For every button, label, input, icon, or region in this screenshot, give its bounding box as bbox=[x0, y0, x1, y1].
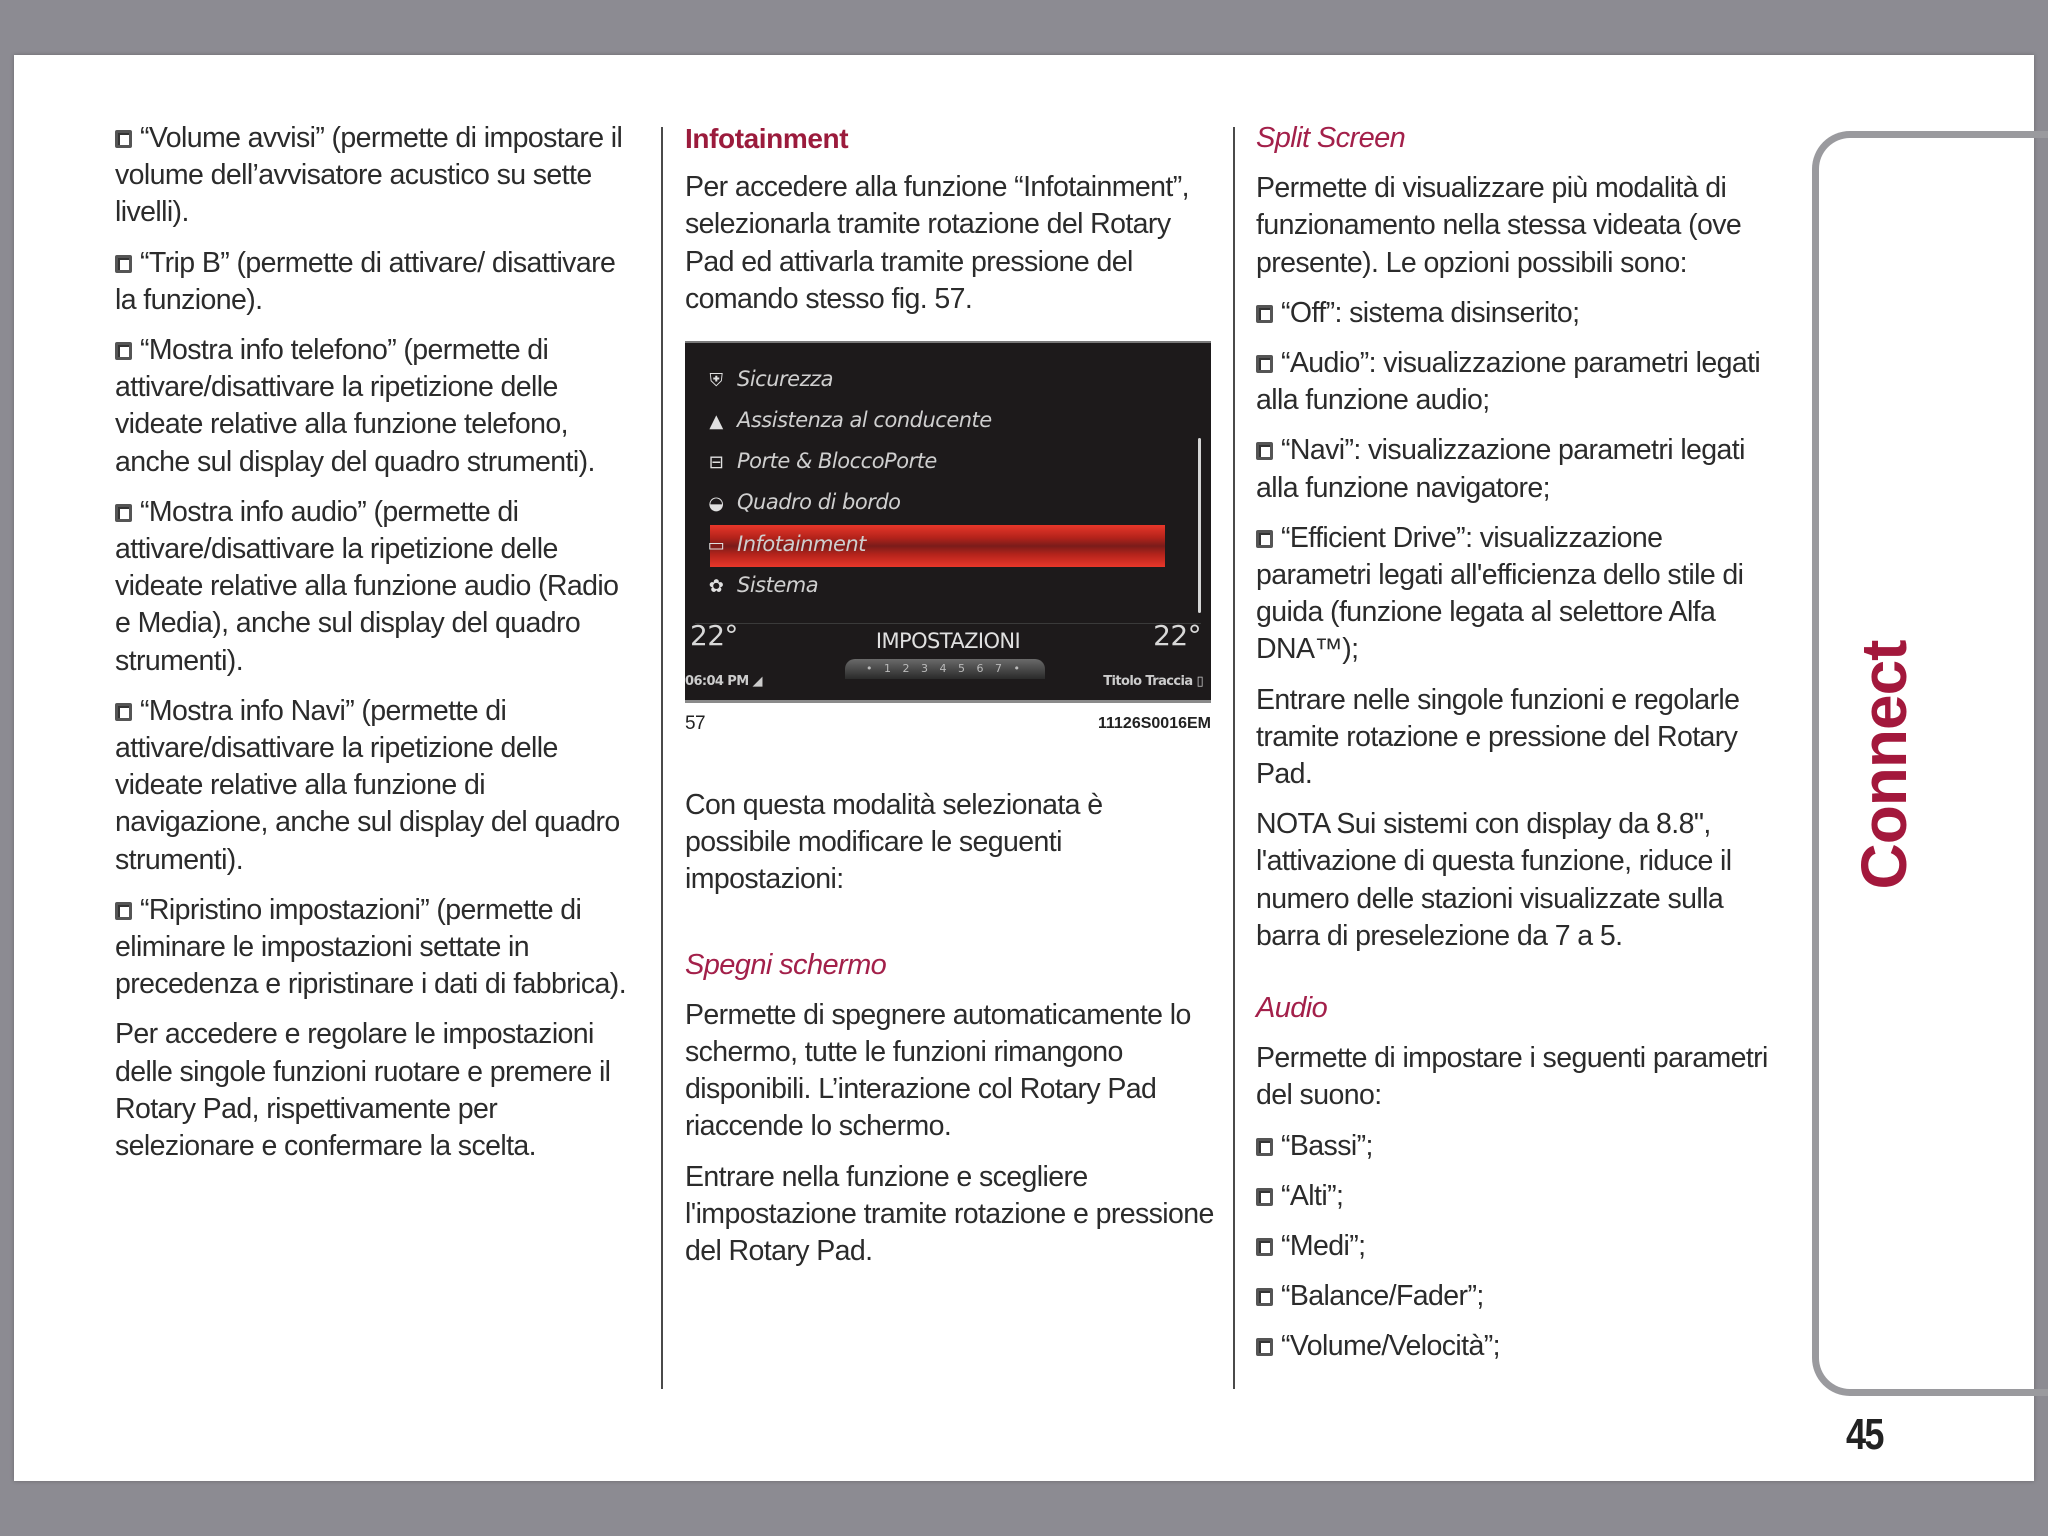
list-item: “Volume/Velocità”; bbox=[1256, 1328, 1781, 1365]
list-item: “Ripristino impostazioni” (permette di eliminare le impostazioni settate in precedenza e ripristinare i dati di fabbrica). bbox=[115, 893, 627, 1001]
menu-item-sicurezza: ⛨ Sicurezza bbox=[703, 361, 833, 399]
paragraph: Permette di impostare i seguenti parametri del suono: bbox=[1256, 1042, 1768, 1112]
checkbox-bullet-icon bbox=[1256, 355, 1273, 373]
lock-icon: ▯ bbox=[1196, 674, 1203, 690]
menu-item-infotainment: ▭ Infotainment bbox=[703, 526, 866, 564]
paragraph: Per accedere alla funzione “Infotainment”, selezionarla tramite rotazione del Rotary Pad ed attivarla tramite pressione del comando stesso fig. 57. bbox=[685, 171, 1189, 315]
checkbox-bullet-icon bbox=[1256, 305, 1273, 323]
dashboard-icon: ◒ bbox=[708, 493, 724, 515]
list-item: “Mostra info telefono” (permette di attivare/disattivare la ripetizione delle videate relative alla funzione telefono, anche sul display del quadro strumenti). bbox=[115, 334, 595, 478]
column-divider bbox=[661, 127, 663, 1389]
list-item: “Bassi”; bbox=[1256, 1128, 1781, 1165]
menu-item-sistema: ✿ Sistema bbox=[703, 567, 818, 605]
list-item: “Medi”; bbox=[1256, 1228, 1781, 1265]
warning-icon: ▲ bbox=[709, 411, 723, 433]
infotainment-icon: ▭ bbox=[707, 535, 725, 557]
paragraph: Per accedere e regolare le impostazioni delle singole funzioni ruotare e premere il Rotary Pad, rispettivamente per selezionare e confermare la scelta. bbox=[115, 1018, 611, 1163]
checkbox-bullet-icon bbox=[1256, 442, 1273, 460]
menu-item-porte: ⊟ Porte & BloccoPorte bbox=[703, 443, 937, 481]
list-item: “Balance/Fader”; bbox=[1256, 1278, 1781, 1315]
figure bbox=[685, 341, 1211, 735]
signal-icon: ◢ bbox=[752, 674, 762, 690]
list-item: “Navi”: visualizzazione parametri legati alla funzione navigatore; bbox=[1256, 434, 1745, 504]
checkbox-bullet-icon bbox=[115, 255, 132, 273]
checkbox-bullet-icon bbox=[1256, 1288, 1273, 1306]
list-item: “Volume avvisi” (permette di impostare il volume dell’avvisatore acustico su sette livelli). bbox=[115, 122, 623, 229]
section-tab-label: Connect bbox=[1848, 640, 1920, 890]
list-item: “Mostra info Navi” (permette di attivare/disattivare la ripetizione delle videate relative alla funzione di navigazione, anche sul display del quadro strumenti). bbox=[115, 694, 620, 876]
figure-code: 11126S0016EM bbox=[1098, 715, 1211, 733]
paragraph: Entrare nella funzione e scegliere l'impostazione tramite rotazione e pressione del Rotary Pad. bbox=[685, 1160, 1214, 1268]
temperature-left: 22° bbox=[690, 619, 738, 653]
paragraph: Entrare nelle singole funzioni e regolarle tramite rotazione e pressione del Rotary Pad. bbox=[1256, 683, 1740, 791]
list-item: “Trip B” (permette di attivare/ disattivare la funzione). bbox=[115, 246, 616, 316]
section-heading: Infotainment bbox=[685, 123, 849, 154]
list-item: “Mostra info audio” (permette di attivare/disattivare la ripetizione delle videate relative alla funzione audio (Radio e Media), anche sul display del quadro strumenti). bbox=[115, 495, 619, 677]
infotainment-screen bbox=[685, 341, 1211, 703]
list-item: “Efficient Drive”: visualizzazione parametri legati all'efficienza dello stile di guida (funzione legata al selettore Alfa DNA™); bbox=[1256, 521, 1744, 666]
checkbox-bullet-icon bbox=[1256, 1188, 1273, 1206]
paragraph: Permette di visualizzare più modalità di funzionamento nella stessa videata (ove presente). Le opzioni possibili sono: bbox=[1256, 172, 1742, 279]
checkbox-bullet-icon bbox=[1256, 1238, 1273, 1256]
column-middle bbox=[685, 120, 1215, 1283]
checkbox-bullet-icon bbox=[1256, 1138, 1273, 1156]
figure-caption bbox=[685, 713, 1211, 735]
checkbox-bullet-icon bbox=[115, 504, 132, 522]
subsection-heading: Split Screen bbox=[1256, 122, 1406, 154]
figure-number: 57 bbox=[685, 713, 705, 735]
checkbox-bullet-icon bbox=[1256, 1338, 1273, 1356]
checkbox-bullet-icon bbox=[1256, 530, 1273, 548]
screen-title: IMPOSTAZIONI bbox=[875, 629, 1021, 654]
paragraph: Permette di spegnere automaticamente lo schermo, tutte le funzioni rimangono disponibili. L’interazione col Rotary Pad riaccende lo schermo. bbox=[685, 998, 1191, 1143]
clock: 06:04 PM ◢ bbox=[685, 674, 762, 690]
checkbox-bullet-icon bbox=[115, 902, 132, 920]
subsection-heading: Audio bbox=[1256, 992, 1328, 1025]
page-number: 45 bbox=[1846, 1410, 1883, 1459]
list-item: “Alti”; bbox=[1256, 1178, 1781, 1215]
scrollbar bbox=[1198, 438, 1201, 613]
track-title: Titolo Traccia ▯ bbox=[1103, 674, 1203, 690]
checkbox-bullet-icon bbox=[115, 342, 132, 360]
list-item: “Audio”: visualizzazione parametri legati alla funzione audio; bbox=[1256, 347, 1761, 417]
menu-item-assistenza: ▲ Assistenza al conducente bbox=[703, 402, 992, 440]
column-right bbox=[1256, 120, 1781, 1379]
gear-icon: ✿ bbox=[708, 576, 724, 598]
checkbox-bullet-icon bbox=[115, 130, 132, 148]
shield-icon: ⛨ bbox=[709, 370, 723, 392]
subsection-heading: Spegni schermo bbox=[685, 948, 887, 981]
column-left bbox=[115, 120, 640, 1178]
menu-item-quadro: ◒ Quadro di bordo bbox=[703, 484, 901, 522]
column-divider bbox=[1233, 127, 1235, 1389]
preset-bar: • 1 2 3 4 5 6 7 • bbox=[845, 659, 1045, 679]
note-paragraph: NOTA Sui sistemi con display da 8.8", l'attivazione di questa funzione, riduce il numero delle stazioni visualizzate sulla barra di preselezione da 7 a 5. bbox=[1256, 808, 1732, 952]
list-item: “Off”: sistema disinserito; bbox=[1256, 295, 1781, 332]
checkbox-bullet-icon bbox=[115, 703, 132, 721]
paragraph: Con questa modalità selezionata è possibile modificare le seguenti impostazioni: bbox=[685, 789, 1103, 896]
temperature-right: 22° bbox=[1153, 619, 1201, 653]
car-door-icon: ⊟ bbox=[708, 452, 724, 474]
